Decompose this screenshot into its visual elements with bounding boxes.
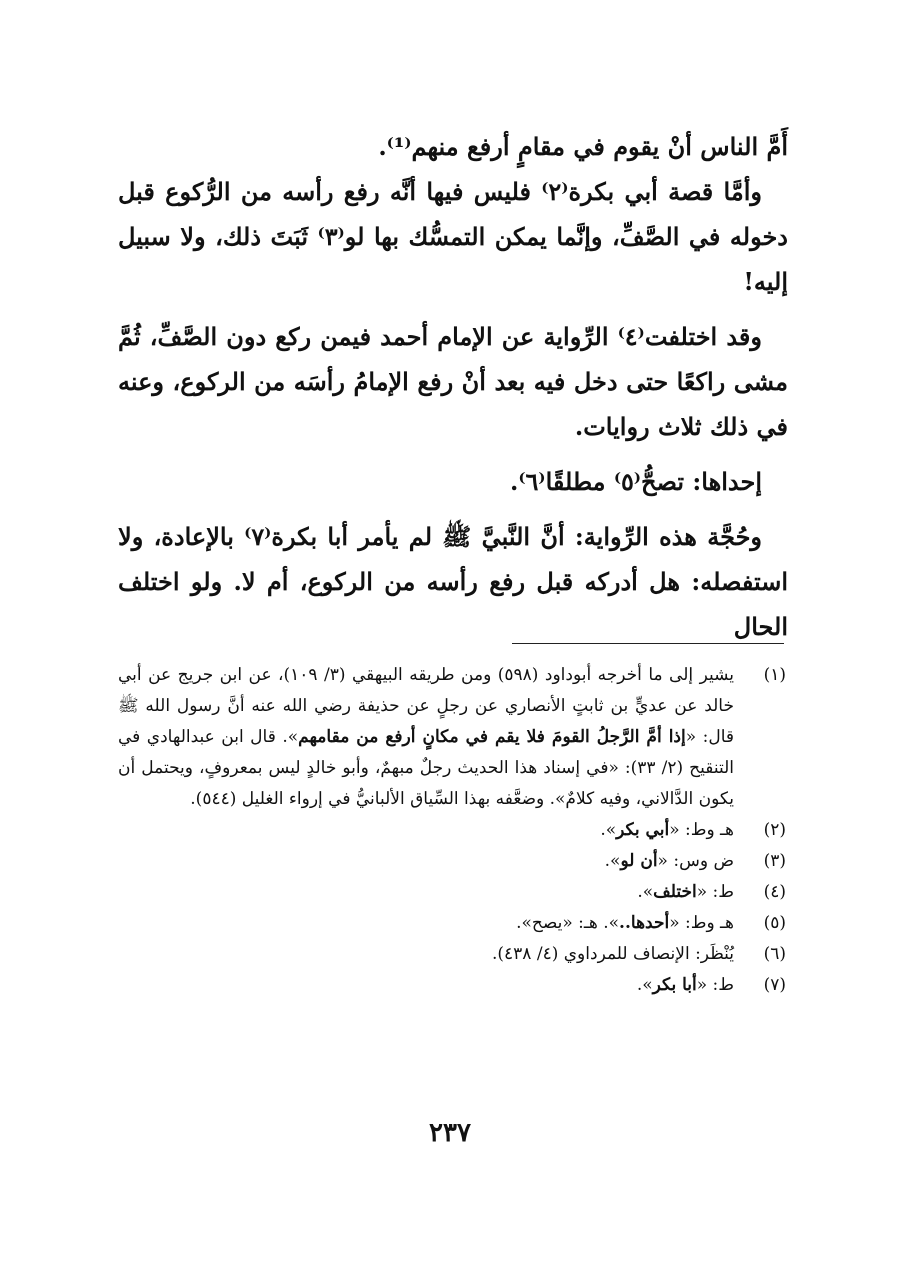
footnote-item bbox=[118, 846, 786, 877]
main-paragraph: وحُجَّة هذه الرِّواية: أنَّ النَّبيَّ ﷺ لم يأمر أبا بكرة⁽٧⁾ بالإعادة، ولا استفصله: هل أدركه قبل رفع رأسه من الركوع، أم لا. ولو اختلف الحال bbox=[118, 522, 788, 641]
footnote-item bbox=[118, 660, 786, 815]
hadith-quote: إذا أمَّ الرَّجلُ القومَ فلا يقم في مكانٍ أرفع من مقامهم bbox=[298, 727, 686, 747]
footnote-text: يُنْظَر: الإنصاف للمرداوي (٤/ ٤٣٨). bbox=[491, 944, 734, 964]
footnote-number: (٤) bbox=[763, 882, 786, 902]
footnote-text: هـ وط: «أبي بكر». bbox=[600, 820, 734, 840]
footnote-number: (٧) bbox=[763, 975, 786, 995]
footnote-number: (٦) bbox=[763, 944, 786, 964]
page-number: ٢٣٧ bbox=[429, 1118, 471, 1148]
footnote-item bbox=[118, 939, 786, 970]
main-paragraph: وقد اختلفت⁽٤⁾ الرِّواية عن الإمام أحمد فيمن ركع دون الصَّفِّ، ثُمَّ مشى راكعًا حتى دخل فيه بعد أنْ رفع الإمامُ رأسَه من الركوع، وعنه في ذلك ثلاث روايات. bbox=[118, 322, 788, 441]
main-paragraph: أَمَّ الناس أنْ يقوم في مقامٍ أرفع منهم⁽¹⁾. bbox=[378, 132, 788, 161]
footnote-number: (١) bbox=[763, 665, 786, 685]
footnote-item bbox=[118, 877, 786, 908]
footnote-number: (٢) bbox=[763, 820, 786, 840]
main-paragraph: إحداها: تصحُّ⁽٥⁾ مطلقًا⁽٦⁾. bbox=[510, 467, 762, 496]
footnote-number: (٥) bbox=[763, 913, 786, 933]
footnote-text: يشير إلى ما أخرجه أبوداود (٥٩٨) ومن طريقه البيهقي (٣/ ١٠٩)، عن ابن جريج عن أبي خالد عن عديٍّ بن ثابتٍ الأنصاري عن رجلٍ عن حذيفة رضي الله عنه أنَّ رسول الله ﷺ قال: «إذا أمَّ الرَّجلُ القومَ فلا يقم في مكانٍ أرفع من مقامهم». قال ابن عبدالهادي في التنقيح (٢/ ٣٣): «في إسناد هذا الحديث رجلٌ مبهمٌ، وأبو خالدٍ ليس بمعروفٍ، ويحتمل أن يكون الدَّالاني، وفيه كلامٌ». وضعَّفه بهذا السِّياق الألبانيُّ في إرواء الغليل (٥٤٤). bbox=[118, 665, 735, 809]
footnote-item bbox=[118, 908, 786, 939]
footnote-item bbox=[118, 970, 786, 1001]
footnote-text: ض وس: «أن لو». bbox=[604, 851, 734, 871]
footnote-item bbox=[118, 815, 786, 846]
footnote-text: ط: «أبا بكر». bbox=[636, 975, 734, 995]
footnote-text: ط: «اختلف». bbox=[637, 882, 734, 902]
footnotes-block bbox=[118, 660, 786, 1001]
footnote-separator bbox=[512, 643, 784, 644]
main-text-block bbox=[118, 124, 788, 659]
main-paragraph: وأمَّا قصة أبي بكرة⁽٢⁾ فليس فيها أنَّه رفع رأسه من الرُّكوع قبل دخوله في الصَّفِّ، وإنَّما يمكن التمسُّك بها لو⁽٣⁾ ثَبَتَ ذلك، ولا سبيل إليه! bbox=[118, 177, 788, 296]
footnote-number: (٣) bbox=[763, 851, 786, 871]
footnote-text: هـ وط: «أحدها..». هـ: «يصح». bbox=[516, 913, 734, 933]
